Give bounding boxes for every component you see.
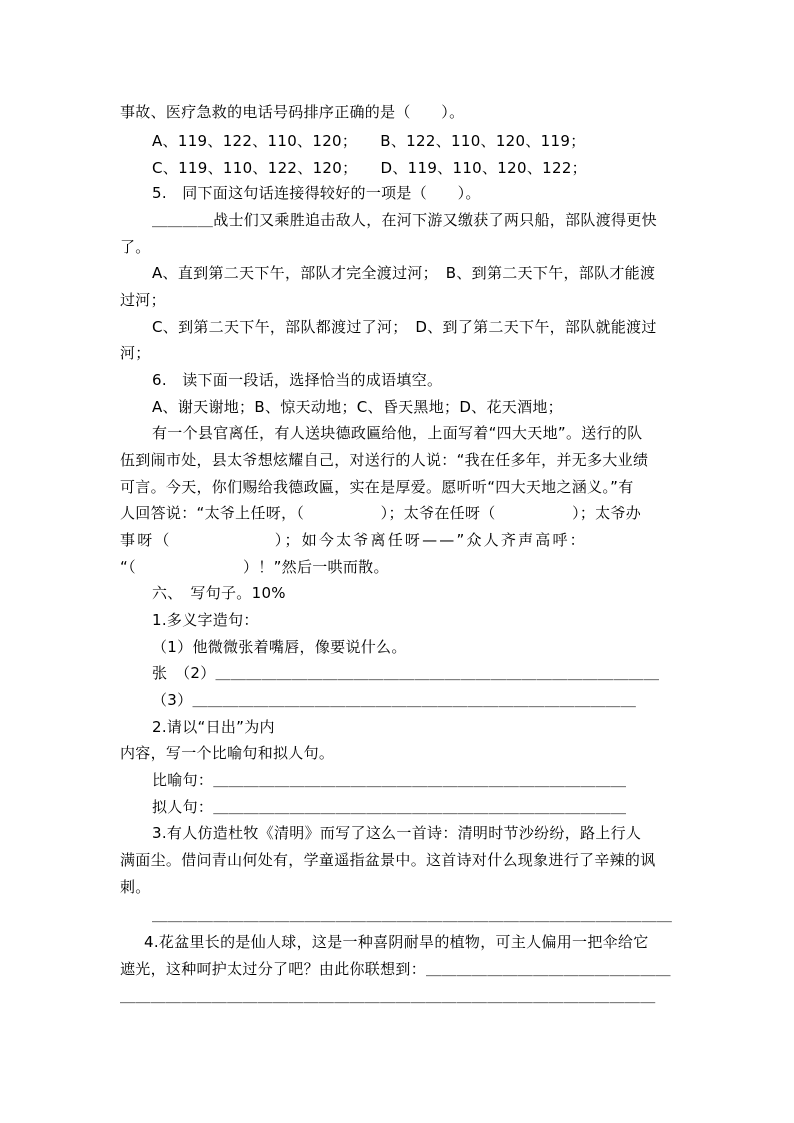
question-6-title: 6. 读下面一段话，选择恰当的成语填空。: [152, 371, 443, 389]
passage-line: 可言。今天，你们赐给我德政匾，实在是厚爱。愿听听“四大天地之涵义。”有: [120, 478, 634, 496]
question-5-sentence-cont: 了。: [120, 238, 151, 256]
example-sentence: （1）他微微张着嘴唇，像要说什么。: [152, 638, 407, 656]
passage-line: “（ ）！”然后一哄而散。: [120, 558, 389, 576]
option-line-cd: C、到第二天下午，部队都渡过了河； D、到了第二天下午，部队就能渡过: [152, 318, 657, 336]
subquestion-2-title-cont: 内容，写一个比喻句和拟人句。: [120, 744, 335, 762]
subquestion-3-text: 3.有人仿造杜牧《清明》而写了这么一首诗：清明时节沙纷纷，路上行人: [152, 824, 642, 842]
answer-blank-line[interactable]: 比喻句：＿＿＿＿＿＿＿＿＿＿＿＿＿＿＿＿＿＿＿＿＿＿＿＿＿＿＿: [152, 771, 627, 789]
question-4-stem: 事故、医疗急救的电话号码排序正确的是（ ）。: [120, 103, 465, 121]
option-line-ab: A、119、122、110、120； B、122、110、120、119；: [152, 132, 586, 150]
subquestion-1-title: 1.多义字造句：: [152, 611, 259, 629]
answer-blank-line[interactable]: 张 （2）＿＿＿＿＿＿＿＿＿＿＿＿＿＿＿＿＿＿＿＿＿＿＿＿＿＿＿＿＿: [152, 664, 660, 682]
option-line-ab: A、直到第二天下午，部队才完全渡过河； B、到第二天下午，部队才能渡: [152, 264, 656, 282]
question-5-sentence: ＿＿＿＿战士们又乘胜追击敌人，在河下游又缴获了两只船，部队渡得更快: [152, 211, 657, 229]
section-6-heading: 六、 写句子。10%: [152, 584, 286, 602]
answer-blank-line[interactable]: （3）＿＿＿＿＿＿＿＿＿＿＿＿＿＿＿＿＿＿＿＿＿＿＿＿＿＿＿＿＿: [152, 691, 637, 709]
subquestion-3-text: 刺。: [120, 878, 151, 896]
option-line-ab-cont: 过河；: [120, 291, 166, 309]
passage-line: 人回答说：“太爷上任呀，（ ）；太爷在任呀（ ）；太爷办: [120, 504, 642, 522]
passage-line: 事呀（ ）；如今太爷离任呀——”众人齐声高呼：: [120, 531, 587, 549]
option-line-cd: C、119、110、122、120； D、119、110、120、122；: [152, 159, 587, 177]
passage-line: 有一个县官离任，有人送块德政匾给他，上面写着“四大天地”。送行的队: [152, 424, 643, 442]
option-line-cd-cont: 河；: [120, 344, 151, 362]
passage-line: 伍到闹市处，县太爷想炫耀自己，对送行的人说：“我在任多年，并无多大业绩: [120, 451, 649, 469]
question-5-title: 5. 同下面这句话连接得较好的一项是（ ）。: [152, 184, 481, 202]
idiom-options: A、谢天谢地；B、惊天动地；C、昏天黑地；D、花天酒地；: [152, 398, 563, 416]
answer-blank-line[interactable]: ＿＿＿＿＿＿＿＿＿＿＿＿＿＿＿＿＿＿＿＿＿＿＿＿＿＿＿＿＿＿＿＿＿＿: [152, 906, 673, 924]
answer-blank-line[interactable]: ＿＿＿＿＿＿＿＿＿＿＿＿＿＿＿＿＿＿＿＿＿＿＿＿＿＿＿＿＿＿＿＿＿＿＿: [120, 987, 656, 1005]
answer-blank-line[interactable]: 拟人句：＿＿＿＿＿＿＿＿＿＿＿＿＿＿＿＿＿＿＿＿＿＿＿＿＿＿＿: [152, 798, 627, 816]
subquestion-4-text: 4.花盆里长的是仙人球，这是一种喜阴耐旱的植物，可主人偏用一把伞给它: [144, 933, 649, 951]
subquestion-4-text: 遮光，这种呵护太过分了吧？由此你联想到：＿＿＿＿＿＿＿＿＿＿＿＿＿＿＿＿: [120, 960, 671, 978]
subquestion-3-text: 满面尘。借问青山何处有，学童遥指盆景中。这首诗对什么现象进行了辛辣的讽: [120, 851, 656, 869]
subquestion-2-title: 2.请以“日出”为内: [152, 718, 275, 736]
